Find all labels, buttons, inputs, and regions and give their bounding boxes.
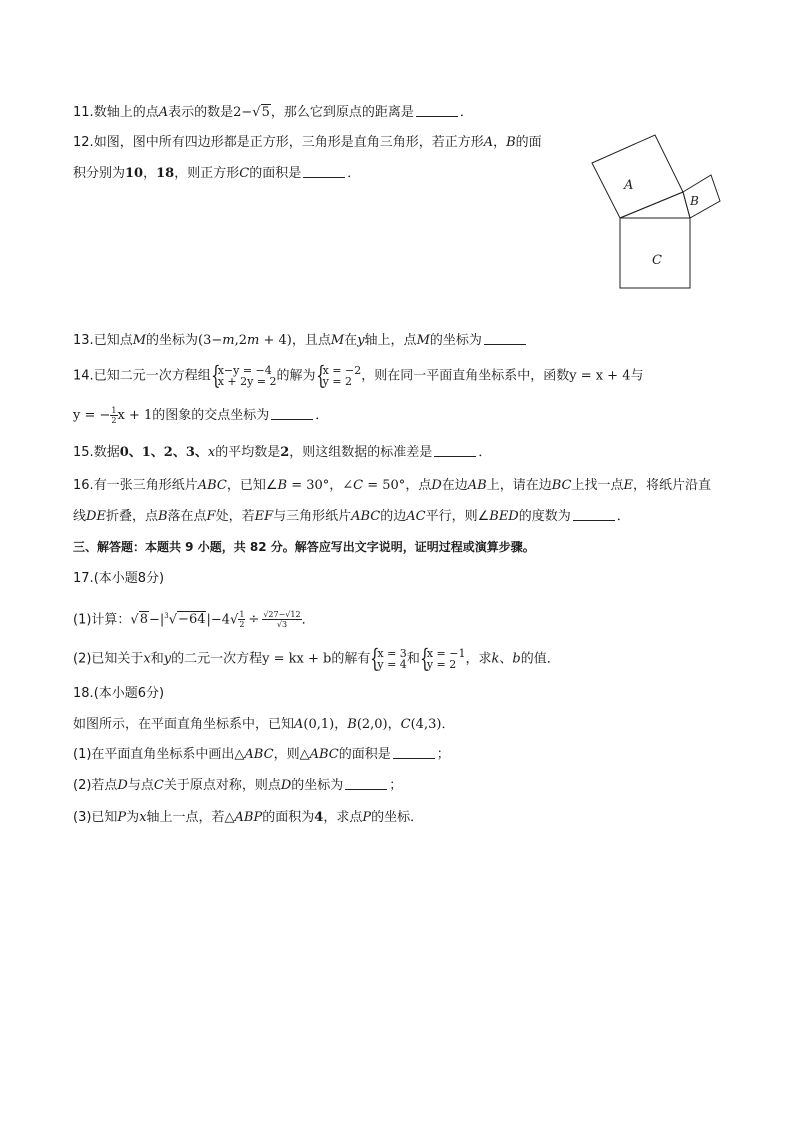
q18-text-2: (1)在平面直角坐标系中画出 (73, 747, 235, 762)
question-17-part-2 (73, 648, 560, 670)
label-c: C (652, 253, 662, 268)
q13-text-5: 轴上，点 (364, 333, 417, 348)
fraction-denominator: 2 (111, 416, 117, 425)
cube-root-radicand: −64 (178, 612, 206, 628)
function-2-suffix: x + 1 (117, 408, 153, 423)
q11-text: 数轴上的点 (93, 105, 159, 120)
question-points: (本小题6分) (93, 686, 165, 701)
q12-text-4: 的面积是 (249, 166, 302, 181)
sqrt-symbol: √ (130, 612, 139, 628)
q15-text: 数据 (93, 445, 120, 460)
q17-text-3: ，求 (465, 651, 492, 667)
q16-text-10: 落在点 (167, 509, 207, 524)
point-p: P (362, 810, 372, 825)
question-number: 14. (73, 368, 94, 384)
question-14-line-2 (73, 406, 328, 426)
q14-text-3: ，则在同一平面直角坐标系中，函数 (361, 368, 570, 384)
q17-text-2: 的解有 (331, 651, 371, 667)
q16-text-7: ，将纸片沿直 (633, 478, 712, 493)
answer-blank[interactable] (416, 104, 458, 117)
part-label: (1)计算： (73, 612, 131, 628)
q17-text-end: 的值． (520, 651, 560, 667)
question-17-header (73, 569, 164, 589)
q14-text-5: 的图象的交点坐标为 (152, 408, 270, 423)
triangle-abc: ABC (309, 747, 339, 762)
q18-text-3: ，则 (273, 747, 300, 762)
label-a: A (624, 178, 634, 193)
period: ． (315, 408, 329, 423)
point-d: D (280, 778, 292, 793)
triangle-symbol: △ (234, 747, 245, 762)
question-12-line-1 (73, 133, 542, 153)
sqrt-radicand: 5 (261, 105, 270, 120)
q16-text-9: 折叠，点 (105, 509, 158, 524)
q16-text-2: ，已知∠ (226, 478, 278, 493)
q18-text-7: 关于原点对称，则点 (163, 778, 281, 793)
q14-text-2: 的解为 (276, 368, 316, 384)
triangle-abc: ABC (244, 747, 274, 762)
and-text: 和 (406, 651, 420, 667)
period: ． (459, 105, 473, 120)
point-d: D (431, 478, 442, 493)
fraction-radicals (262, 610, 301, 629)
coord-b: (2,0) (356, 717, 388, 732)
value-2: 2 (280, 445, 290, 460)
var-x: x (207, 445, 216, 460)
data-values: 0、1、2、3、 (119, 445, 208, 460)
period: ． (301, 612, 315, 628)
point-m: M (330, 333, 345, 348)
equation-line: { x−y = −4 (217, 364, 272, 377)
fraction-numerator: √27−√12 (263, 610, 301, 620)
q15-text-2: 的平均数是 (215, 445, 281, 460)
q12-text: 如图，图中所有四边形都是正方形，三角形是直角三角形，若正方形 (93, 135, 484, 150)
q18-text-10: 为 (126, 810, 140, 825)
comma: ， (493, 135, 507, 150)
q18-text-12: 的面积为 (262, 810, 315, 825)
q12-text-3: ，则正方形 (174, 166, 240, 181)
q18-text-14: 的坐标． (371, 810, 424, 825)
square-a-shape (592, 135, 683, 218)
answer-blank[interactable] (345, 777, 387, 790)
sqrt-symbol: √ (230, 612, 239, 628)
question-16-line-1 (73, 476, 711, 496)
var-x: x (143, 651, 151, 667)
q15-text-3: ，则这组数据的标准差是 (289, 445, 433, 460)
period: ． (616, 509, 630, 524)
squares-figure (586, 128, 726, 293)
equation-line: { x = −1 (426, 647, 466, 660)
point-c: C (153, 778, 164, 793)
q18-text-13: ，求点 (323, 810, 363, 825)
coord-part-2: ,2 (234, 333, 248, 348)
answer-blank[interactable] (303, 165, 345, 178)
question-number: 16. (73, 478, 94, 493)
q12-text-end: 的面 (515, 135, 542, 150)
and-text: 和 (150, 651, 164, 667)
question-number: 12. (73, 135, 94, 150)
point-f: F (206, 509, 216, 524)
fraction-half (238, 610, 245, 629)
point-m: M (416, 333, 430, 348)
square-c: C (239, 166, 250, 181)
triangle-abc: ABC (351, 509, 381, 524)
point-a: A (294, 717, 304, 732)
fraction-numerator: 1 (239, 610, 245, 620)
answer-blank[interactable] (484, 332, 526, 345)
question-number: 15. (73, 445, 94, 460)
division-sign: ÷ (248, 612, 260, 628)
var-y: y (163, 651, 172, 667)
coord-part-3: + 4) (259, 333, 292, 348)
q18-text-11: 轴上一点，若 (146, 810, 225, 825)
comma: ， (334, 717, 348, 732)
triangle-abc: ABC (197, 478, 227, 493)
period: ． (441, 717, 455, 732)
point-p: P (117, 810, 127, 825)
function-1: y = x + 4 (569, 368, 631, 384)
point-b: B (157, 509, 168, 524)
semicolon: ； (436, 747, 450, 762)
value-4: 4 (314, 810, 324, 825)
question-13 (73, 331, 528, 351)
value-18: 18 (156, 166, 175, 181)
point-e: E (623, 478, 634, 493)
point-b: B (347, 717, 357, 732)
question-18-part-1 (73, 745, 450, 765)
q18-text-6: 与点 (127, 778, 154, 793)
question-18-intro (73, 715, 454, 735)
question-number: 13. (73, 333, 94, 348)
question-11 (73, 103, 473, 123)
triangle-symbol: △ (299, 747, 310, 762)
equation-line: y = 4 (377, 658, 407, 671)
var-x: x (139, 810, 147, 825)
sqrt-symbol: √ (252, 105, 261, 120)
var-b: b (512, 651, 521, 667)
answer-blank[interactable] (573, 508, 615, 521)
q13-text-6: 的坐标为 (429, 333, 482, 348)
sqrt-radicand: 8 (139, 612, 148, 628)
var-m: m (247, 333, 260, 348)
var-m: m (222, 333, 235, 348)
q11-text-2: 表示的数是 (168, 105, 234, 120)
value-10: 10 (125, 166, 144, 181)
var-y: y (357, 333, 365, 348)
coord-a: (0,1) (303, 717, 335, 732)
separator: 、 (499, 651, 513, 667)
angle-b: B (277, 478, 288, 493)
equation-line: y = 2 (322, 375, 352, 388)
coord-part: (3− (198, 333, 223, 348)
q18-text-4: 的面积是 (338, 747, 391, 762)
q16-text-12: 与三角形纸片 (273, 509, 352, 524)
fraction-numerator: 1 (111, 406, 117, 415)
q13-text: 已知点 (93, 333, 133, 348)
q16-text-6: 上找一点 (571, 478, 624, 493)
question-18-part-3 (73, 808, 423, 828)
solution-1 (370, 648, 406, 670)
angle-b-value: = 30°，∠ (287, 478, 354, 493)
label-b: B (690, 194, 699, 208)
q14-text: 已知二元一次方程组 (93, 368, 211, 384)
angle-c-value: = 50° (363, 478, 406, 493)
triangle-symbol: △ (224, 810, 235, 825)
question-18-part-2 (73, 776, 402, 796)
equation-line: y = 2 (426, 658, 457, 671)
function-2-prefix: y = − (73, 408, 111, 423)
minus-sign: − (241, 105, 253, 120)
period: ． (478, 445, 492, 460)
answer-blank[interactable] (434, 444, 476, 457)
section-3-title: 三、解答题：本题共 9 小题，共 82 分。解答应写出文字说明，证明过程或演算步骤。 (73, 540, 535, 554)
question-points: (本小题8分) (93, 571, 165, 586)
q18-text: 如图所示，在平面直角坐标系中，已知 (73, 717, 295, 732)
q13-text-3: ，且点 (291, 333, 331, 348)
solution-system (316, 365, 362, 387)
answer-blank[interactable] (393, 746, 435, 759)
equation-line: { x = −2 (322, 364, 362, 377)
period: ． (347, 166, 361, 181)
point-m: M (132, 333, 147, 348)
coord-c: (4,3) (410, 717, 442, 732)
line-ef: EF (254, 509, 274, 524)
semicolon: ； (389, 778, 403, 793)
abs-minus-4: |−4 (206, 612, 231, 628)
sqrt-symbol: √ (168, 612, 178, 628)
question-16-line-2 (73, 507, 630, 527)
q16-text-15: 的度数为 (518, 509, 571, 524)
q16-text-5: 上，请在边 (486, 478, 552, 493)
question-14-line-1 (73, 365, 644, 387)
q16-text-11: 处，若 (215, 509, 255, 524)
point-d: D (117, 778, 128, 793)
fraction-denominator: √3 (276, 620, 288, 630)
minus-abs: −| (149, 612, 165, 628)
point-c: C (400, 717, 411, 732)
q17-text: 的二元一次方程 (171, 651, 263, 667)
linear-equation: y = kx + b (262, 651, 332, 667)
angle-c: C (353, 478, 364, 493)
q16-text: 有一张三角形纸片 (93, 478, 198, 493)
square-b: B (506, 135, 516, 150)
side-bc: BC (551, 478, 572, 493)
var-k: k (491, 651, 500, 667)
side-ac: AC (406, 509, 426, 524)
question-12-line-2 (73, 164, 360, 184)
q14-text-4: 与 (630, 368, 644, 384)
question-number: 11. (73, 105, 94, 120)
part-label: (2)已知关于 (73, 651, 144, 667)
right-triangle (620, 192, 690, 218)
solution-2 (420, 648, 466, 670)
q16-text-3: ，点 (405, 478, 432, 493)
q16-text-4: 在边 (441, 478, 468, 493)
q16-text-13: 的边 (380, 509, 407, 524)
q18-text-5: (2)若点 (73, 778, 118, 793)
side-ab: AB (467, 478, 487, 493)
equation-line: x + 2y = 2 (217, 375, 277, 388)
q11-text-3: ，那么它到原点的距离是 (270, 105, 414, 120)
question-18-header (73, 684, 164, 704)
q18-text-9: (3)已知 (73, 810, 118, 825)
question-number: 17. (73, 571, 94, 586)
cube-root-index: 3 (164, 612, 169, 620)
q16-text-14: 平行，则∠ (425, 509, 490, 524)
number-2: 2 (233, 105, 242, 120)
fraction-denominator: 2 (239, 620, 245, 630)
triangle-abp: ABP (234, 810, 263, 825)
point-a: A (158, 105, 169, 120)
answer-blank[interactable] (271, 407, 313, 420)
question-number: 18. (73, 686, 94, 701)
question-17-part-1 (73, 606, 315, 630)
fraction (110, 406, 117, 425)
question-15 (73, 443, 491, 463)
angle-bed: BED (489, 509, 519, 524)
q12-text-2: 积分别为 (73, 166, 126, 181)
line-de: DE (86, 509, 106, 524)
equation-system (211, 365, 277, 387)
q13-text-4: 在 (344, 333, 358, 348)
comma: ， (143, 166, 157, 181)
q13-text-2: 的坐标为 (146, 333, 199, 348)
square-a: A (483, 135, 494, 150)
equation-line: { x = 3 (377, 647, 407, 660)
q16-text-8: 线 (73, 509, 87, 524)
q18-text-8: 的坐标为 (291, 778, 344, 793)
comma: ， (387, 717, 401, 732)
